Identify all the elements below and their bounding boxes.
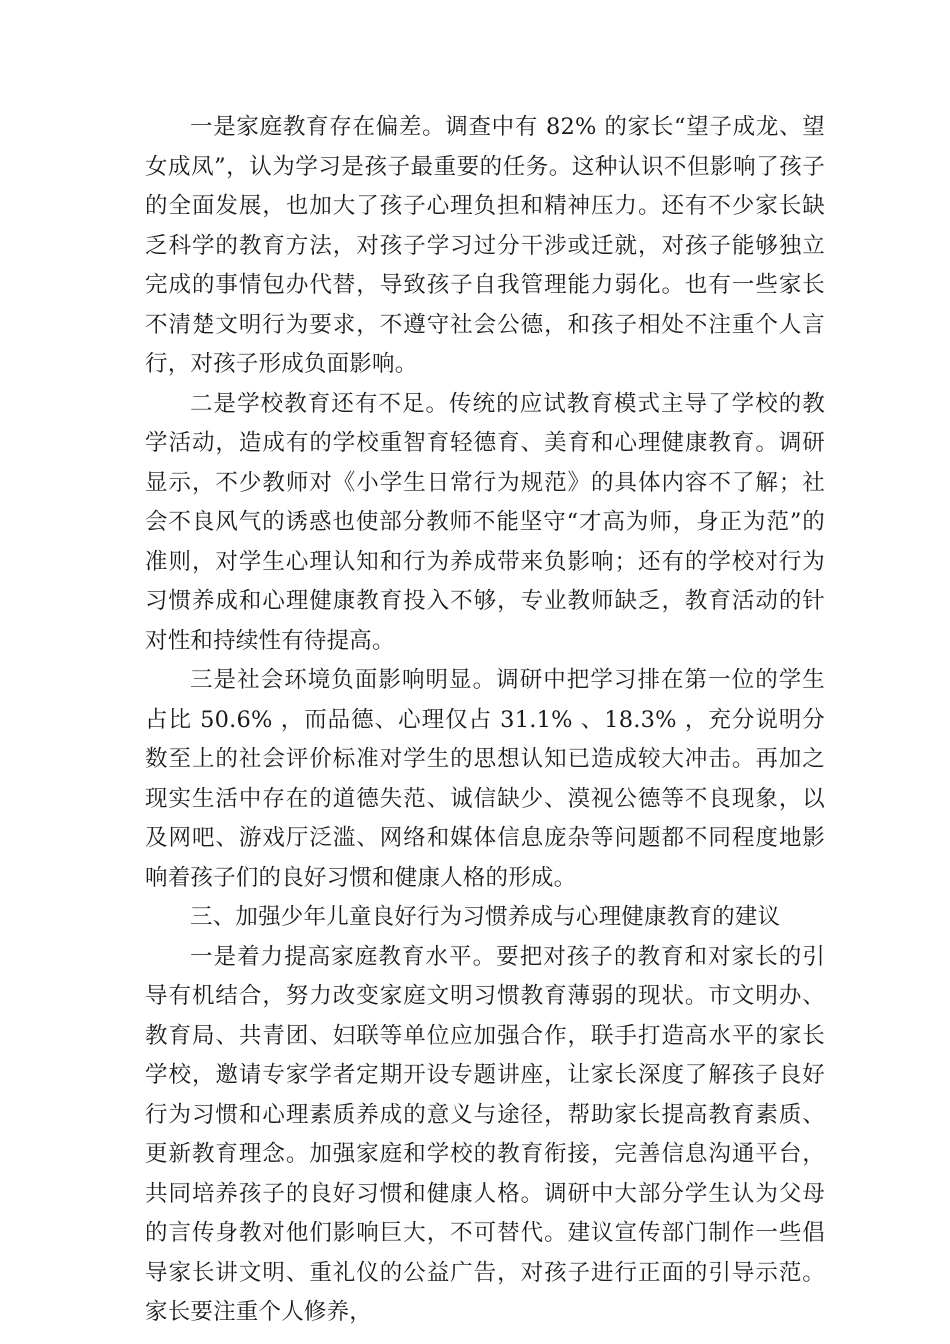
paragraph-school-education: 二是学校教育还有不足。传统的应试教育模式主导了学校的教学活动，造成有的学校重智育轻德育、美育和心理健康教育。调研显示，不少教师对《小学生日常行为规范》的具体内容不了解；社会不良风气的诱惑也使部分教师不能坚守“才高为师，身正为范”的准则，对学生心理认知和行为养成带来负影响；还有的学校对行为习惯养成和心理健康教育投入不够，专业教师缺乏，教育活动的针对性和持续性有待提高。 (145, 390, 825, 654)
document-page (145, 108, 825, 1333)
paragraph-improve-family-education: 一是着力提高家庭教育水平。要把对孩子的教育和对家长的引导有机结合，努力改变家庭文明习惯教育薄弱的现状。市文明办、教育局、共青团、妇联等单位应加强合作，联手打造高水平的家长学校，邀请专家学者定期开设专题讲座，让家长深度了解孩子良好行为习惯和心理素质养成的意义与途径，帮助家长提高教育素质、更新教育理念。加强家庭和学校的教育衔接，完善信息沟通平台，共同培养孩子的良好习惯和健康人格。调研中大部分学生认为父母的言传身教对他们影响巨大，不可替代。建议宣传部门制作一些倡导家长讲文明、重礼仪的公益广告，对孩子进行正面的引导示范。家长要注重个人修养， (145, 943, 825, 1325)
section-heading: 三、加强少年儿童良好行为习惯养成与心理健康教育的建议 (190, 904, 781, 930)
paragraph-family-education: 一是家庭教育存在偏差。调查中有 82% 的家长“望子成龙、望女成凤”，认为学习是孩子最重要的任务。这种认识不但影响了孩子的全面发展，也加大了孩子心理负担和精神压力。还有不少家长缺乏科学的教育方法，对孩子学习过分干涉或迁就，对孩子能够独立完成的事情包办代替，导致孩子自我管理能力弱化。也有一些家长不清楚文明行为要求，不遵守社会公德，和孩子相处不注重个人言行，对孩子形成负面影响。 (145, 114, 825, 377)
paragraph-social-environment: 三是社会环境负面影响明显。调研中把学习排在第一位的学生占比 50.6% ，而品德、心理仅占 31.1% 、18.3% ，充分说明分数至上的社会评价标准对学生的思想认知已造成较大冲击。再加之现实生活中存在的道德失范、诚信缺少、漠视公德等不良现象，以及网吧、游戏厅泛滥、网络和媒体信息庞杂等问题都不同程度地影响着孩子们的良好习惯和健康人格的形成。 (145, 667, 825, 891)
